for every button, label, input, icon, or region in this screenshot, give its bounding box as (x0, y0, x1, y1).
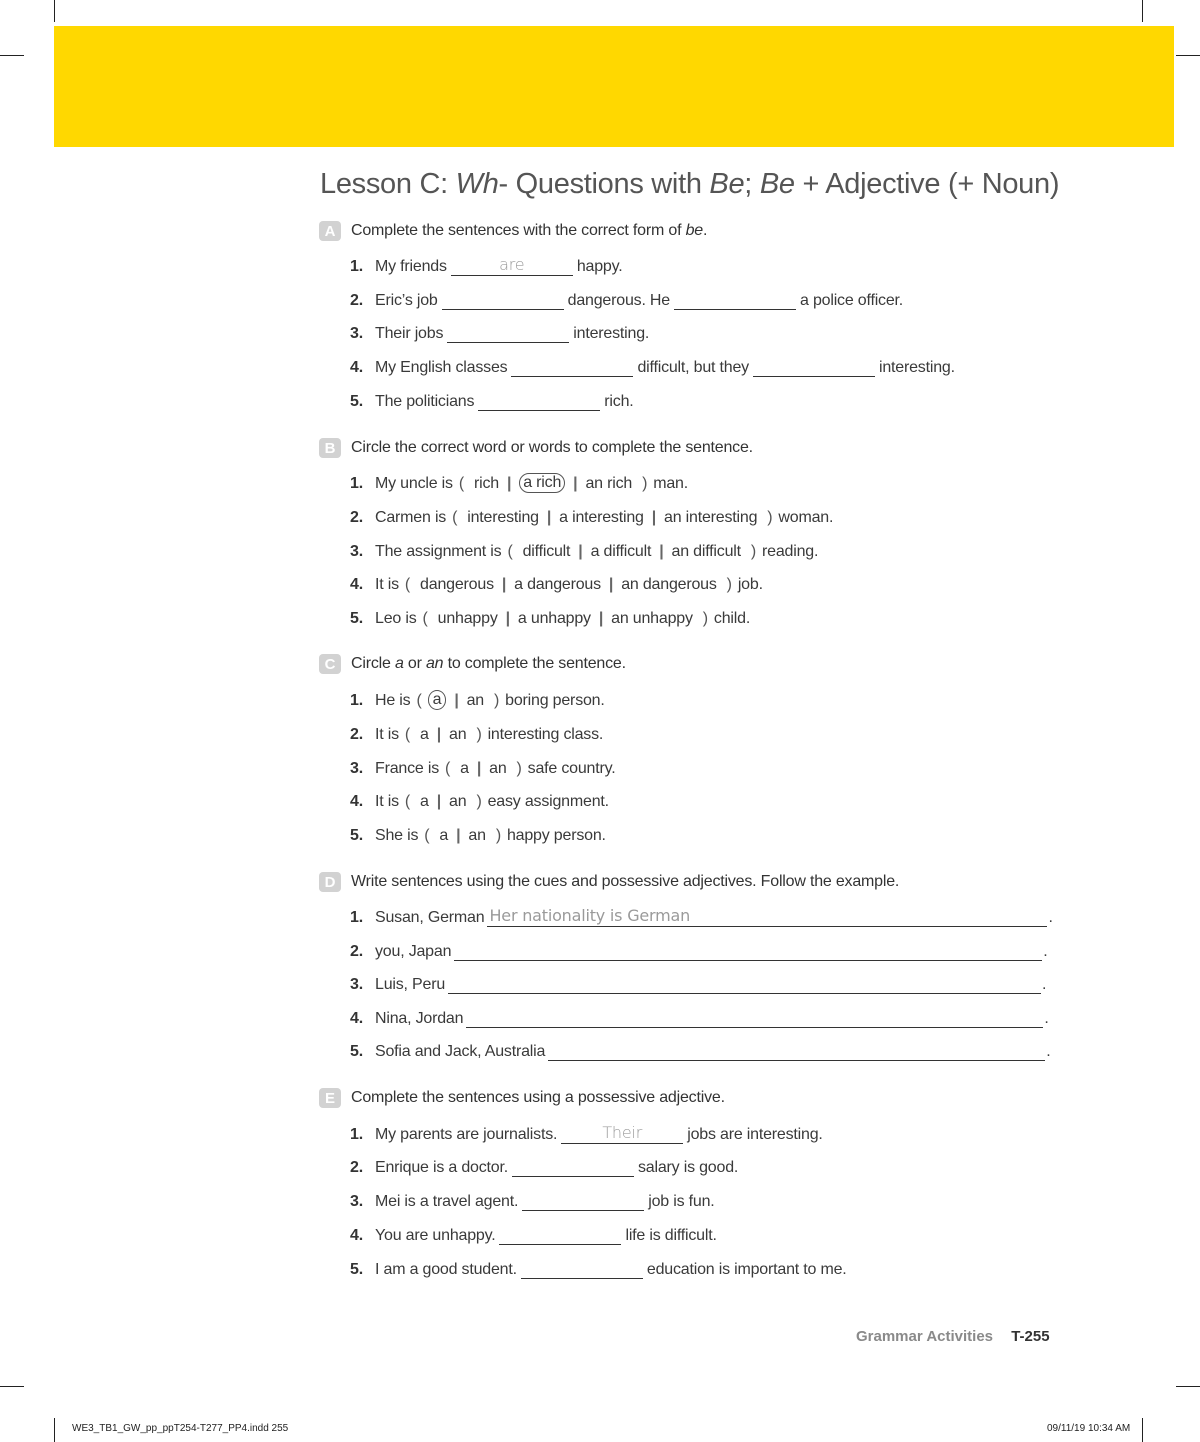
example-answer: Her nationality is German (489, 906, 691, 925)
option[interactable]: a unhappy (517, 610, 591, 627)
crop-mark (1142, 1418, 1143, 1442)
option-circled[interactable]: a (428, 690, 447, 710)
option[interactable]: an (489, 760, 507, 777)
option[interactable]: dangerous (420, 576, 494, 593)
answer-line[interactable] (487, 906, 1047, 927)
option[interactable]: rich (473, 475, 499, 492)
answer-blank[interactable] (442, 289, 564, 310)
crop-mark (0, 55, 24, 56)
answer-blank[interactable] (521, 1258, 643, 1279)
answer-blank[interactable] (511, 356, 633, 377)
section-d-item-5: 5. Sofia and Jack, Australia . (350, 1037, 1050, 1061)
option[interactable]: an unhappy (611, 610, 693, 627)
crop-mark (0, 1386, 24, 1387)
section-c-item-1: 1. He is ( a | an ) boring person. (350, 691, 605, 709)
section-c-item-2: 2. It is ( a | an ) interesting class. (350, 726, 604, 743)
section-d-item-3: 3. Luis, Peru . (350, 970, 1046, 994)
answer-blank[interactable] (447, 322, 569, 343)
section-d-header (319, 870, 899, 894)
crop-mark (1142, 0, 1143, 22)
section-d-instructions: Write sentences using the cues and possessive adjectives. Follow the example. (351, 873, 900, 890)
section-a-item-3: 3. Their jobs interesting. (350, 319, 649, 343)
section-a-item-4: 4. My English classes difficult, but they interesting. (350, 353, 955, 377)
answer-blank[interactable] (561, 1123, 683, 1144)
example-answer: Their (602, 1123, 643, 1142)
crop-mark (1176, 1386, 1200, 1387)
section-a-letter: A (319, 221, 341, 241)
answer-blank[interactable] (522, 1190, 644, 1211)
section-c-header (319, 652, 626, 676)
section-c-item-3: 3. France is ( a | an ) safe country. (350, 760, 616, 777)
page-footer (856, 1328, 1050, 1345)
print-slug-right: 09/11/19 10:34 AM (1047, 1423, 1131, 1434)
section-d-letter: D (319, 872, 341, 892)
section-e-item-4: 4. You are unhappy. life is difficult. (350, 1221, 717, 1245)
answer-line[interactable] (454, 940, 1042, 961)
footer-section-name: Grammar Activities (856, 1328, 994, 1345)
page-number: T-255 (1011, 1328, 1050, 1345)
option-circled[interactable]: a rich (519, 473, 565, 493)
answer-line[interactable] (548, 1040, 1045, 1061)
section-e-header (319, 1086, 725, 1110)
section-d-item-1: 1. Susan, German Her nationality is German . (350, 906, 1053, 926)
section-b-item-5: 5. Leo is ( unhappy | a unhappy | an unhappy ) child. (350, 610, 751, 627)
crop-mark (54, 0, 55, 22)
option[interactable]: an (468, 827, 486, 844)
section-e-item-5: 5. I am a good student. education is important to me. (350, 1255, 847, 1279)
option[interactable]: an dangerous (621, 576, 717, 593)
section-b-header (319, 436, 753, 460)
answer-blank[interactable] (499, 1224, 621, 1245)
option[interactable]: a interesting (559, 509, 644, 526)
header-band (54, 26, 1174, 147)
lesson-title: Lesson C: Wh- Questions with Be; Be + Adjective (+ Noun) (320, 168, 1060, 200)
option[interactable]: a (420, 793, 429, 810)
option[interactable]: an difficult (671, 543, 741, 560)
section-a-item-2: 2. Eric’s job dangerous. He a police officer. (350, 286, 903, 310)
section-a-instructions: Complete the sentences with the correct form of be. (351, 222, 708, 239)
option[interactable]: a (420, 726, 429, 743)
section-c-item-5: 5. She is ( a | an ) happy person. (350, 827, 606, 844)
section-e-letter: E (319, 1088, 341, 1108)
section-e-item-1: 1. My parents are journalists. Their jobs are interesting. (350, 1123, 823, 1143)
crop-mark (54, 1418, 55, 1442)
section-e-item-2: 2. Enrique is a doctor. salary is good. (350, 1153, 738, 1177)
option[interactable]: difficult (522, 543, 571, 560)
section-b-instructions: Circle the correct word or words to complete the sentence. (351, 439, 753, 456)
section-c-letter: C (319, 654, 341, 674)
answer-line[interactable] (448, 973, 1041, 994)
section-e-instructions: Complete the sentences using a possessive adjective. (351, 1089, 725, 1106)
option[interactable]: an (449, 726, 467, 743)
section-d-item-2: 2. you, Japan . (350, 937, 1048, 961)
answer-blank[interactable] (512, 1156, 634, 1177)
section-c-instructions: Circle a or an to complete the sentence. (351, 655, 626, 672)
answer-line[interactable] (466, 1007, 1043, 1028)
section-d-item-4: 4. Nina, Jordan . (350, 1004, 1049, 1028)
print-slug-left: WE3_TB1_GW_pp_ppT254-T277_PP4.indd 255 (72, 1423, 289, 1434)
section-a-header (319, 219, 707, 243)
option[interactable]: an interesting (664, 509, 758, 526)
section-b-item-3: 3. The assignment is ( difficult | a difficult | an difficult ) reading. (350, 543, 819, 560)
section-c-item-4: 4. It is ( a | an ) easy assignment. (350, 793, 609, 810)
example-answer: are (499, 255, 525, 274)
section-a-item-1: 1. My friends are happy. (350, 255, 623, 275)
section-b-item-1: 1. My uncle is ( rich | a rich | an rich ) man. (350, 474, 688, 492)
option[interactable]: an (449, 793, 467, 810)
answer-blank[interactable] (478, 390, 600, 411)
crop-mark (1176, 55, 1200, 56)
option[interactable]: unhappy (437, 610, 498, 627)
answer-blank[interactable] (451, 255, 573, 276)
option[interactable]: a dangerous (514, 576, 601, 593)
answer-blank[interactable] (674, 289, 796, 310)
section-e-item-3: 3. Mei is a travel agent. job is fun. (350, 1187, 715, 1211)
section-b-item-4: 4. It is ( dangerous | a dangerous | an dangerous ) job. (350, 576, 763, 593)
section-a-item-5: 5. The politicians rich. (350, 387, 634, 411)
option[interactable]: a difficult (590, 543, 652, 560)
option[interactable]: an (466, 692, 484, 709)
option[interactable]: a (439, 827, 449, 844)
option[interactable]: a (460, 760, 469, 777)
option[interactable]: an rich (585, 475, 633, 492)
option[interactable]: interesting (467, 509, 539, 526)
answer-blank[interactable] (753, 356, 875, 377)
section-b-letter: B (319, 438, 341, 458)
section-b-item-2: 2. Carmen is ( interesting | a interesting | an interesting ) woman. (350, 509, 834, 526)
